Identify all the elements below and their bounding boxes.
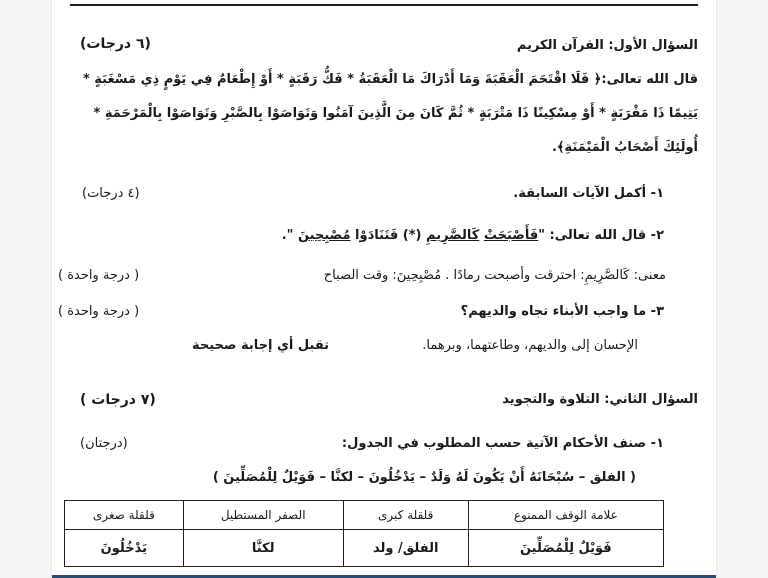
q1-item-2-word-musbihin: مُصْبِحِينَ bbox=[297, 228, 351, 243]
table-header-row bbox=[65, 501, 664, 530]
value-cell-qalqala-sughra: يَدْخُلُونَ bbox=[65, 530, 184, 567]
tajweed-table bbox=[64, 500, 664, 567]
q1-verse-line-2: يَتِيمًا ذَا مَقْرَبَةٍ * أَوْ مِسْكِينًا ذَا مَتْرَبَةٍ * ثُمَّ كَانَ مِنَ الَّذِينَ آمَنُوا وَتَوَاصَوْا بِالصَّبْرِ وَتَوَاصَوْا بِالْمَرْحَمَةِ * bbox=[93, 106, 698, 121]
q1-verse-line-1: قال الله تعالى:﴿ فَلَا اقْتَحَمَ الْعَقَبَةَ وَمَا أَدْرَاكَ مَا الْعَقَبَةُ * فَكُّ رَقَبَةٍ * أَوْ إِطْعَامٌ فِي يَوْمٍ ذِي مَسْغَبَةٍ * bbox=[82, 72, 698, 87]
table-row bbox=[65, 530, 664, 567]
q1-answer-3-note: تقبل أي إجابة صحيحة bbox=[192, 338, 330, 353]
top-rule bbox=[70, 4, 698, 6]
q1-verse-line-3: أُولَئِكَ أَصْحَابُ الْمَيْمَنَةِ﴾. bbox=[551, 140, 698, 155]
q1-item-2-word-asbahat: فَأَصْبَحَتْ bbox=[483, 228, 539, 243]
q1-item-2-suffix: ". bbox=[281, 228, 298, 243]
q1-item-3: ٣- ما واجب الأبناء تجاه والديهم؟ bbox=[460, 304, 664, 319]
q1-meaning: معنى: كَالصَّرِيمِ: احترقت وأصبحت رمادًا . مُصْبِحِينَ: وقت الصباح bbox=[323, 268, 666, 283]
header-cell-sifr-mustatil: الصفر المستطيل bbox=[183, 501, 343, 530]
q1-meaning-marks: ( درجة واحدة ) bbox=[58, 268, 140, 283]
q1-item-1: ١- أكمل الآيات السابقة. bbox=[513, 186, 664, 201]
value-cell-waqf: فَوَيْلٌ لِلْمُصَلِّينَ bbox=[468, 530, 663, 567]
q1-item-2-middle: (*) فَتَنَادَوْا bbox=[350, 228, 427, 243]
exam-page bbox=[52, 0, 716, 578]
q2-words-line: ( الفلق – سُبْحَانَهُ أَنْ يَكُونَ لَهُ وَلَدٌ – يَدْخُلُونَ – لكنَّا – فَوَيْلٌ لِلْمُصَلِّينَ ) bbox=[212, 470, 636, 485]
q1-item-1-marks: (٤ درجات) bbox=[82, 186, 140, 201]
header-cell-qalqala-sughra: قلقلة صغرى bbox=[65, 501, 184, 530]
header-cell-waqf: علامة الوقف الممنوع bbox=[468, 501, 663, 530]
q1-title: السؤال الأول: القرآن الكريم bbox=[516, 38, 698, 53]
q2-title: السؤال الثاني: التلاوة والتجويد bbox=[502, 392, 698, 407]
q1-marks: (٦ درجات) bbox=[80, 36, 151, 52]
q1-item-2-prefix: ٢- قال الله تعالى: " bbox=[538, 228, 664, 243]
q2-item-1-marks: (درجتان) bbox=[80, 436, 128, 451]
q2-item-1: ١- صنف الأحكام الآتية حسب المطلوب في الجدول: bbox=[341, 436, 664, 451]
q1-item-2-word-kassarim: كَالصَّرِيمِ bbox=[426, 228, 480, 243]
q1-item-2 bbox=[282, 228, 664, 243]
value-cell-qalqala-kubra: الفلق/ ولد bbox=[343, 530, 468, 567]
q2-marks: (٧ درجات ) bbox=[80, 392, 156, 408]
value-cell-sifr-mustatil: لكنَّا bbox=[183, 530, 343, 567]
q1-answer-3: الإحسان إلى والديهم، وطاعتهما، وبرهما. bbox=[422, 338, 638, 353]
header-cell-qalqala-kubra: قلقلة كبرى bbox=[343, 501, 468, 530]
q1-item-3-marks: ( درجة واحدة ) bbox=[58, 304, 140, 319]
